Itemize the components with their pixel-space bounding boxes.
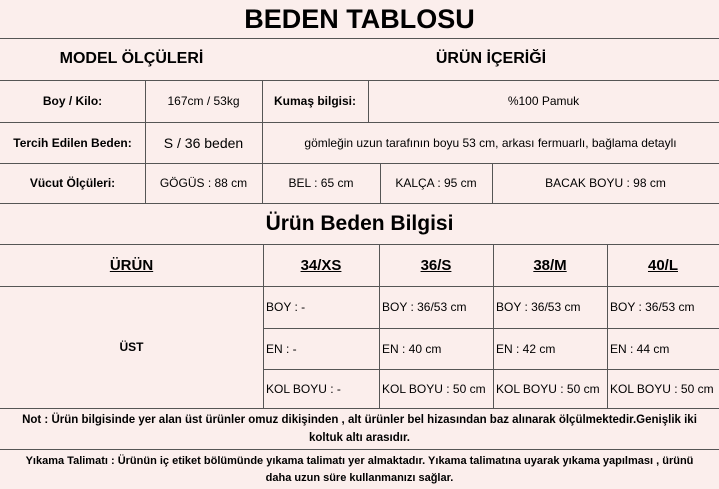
- table-cell: BOY : 36/53 cm: [610, 300, 695, 314]
- waist-measurement: BEL : 65 cm: [288, 176, 354, 190]
- table-cell: KOL BOYU : -: [266, 381, 341, 396]
- measurement-note-line2: koltuk altı arasıdır.: [309, 432, 410, 444]
- hip-measurement: KALÇA : 95 cm: [395, 176, 477, 190]
- washing-note-line1: Yıkama Talimatı : Ürünün iç etiket bölümünde yıkama talimatı yer almaktadır. Yıkama talimatına uyarak yıkama yapılması , ürünü: [25, 455, 694, 467]
- table-cell: BOY : 36/53 cm: [382, 300, 467, 314]
- preferred-size-label: Tercih Edilen Beden:: [13, 135, 132, 150]
- header-size-40l: 40/L: [647, 256, 678, 274]
- table-cell: BOY : 36/53 cm: [496, 300, 581, 314]
- leg-measurement: BACAK BOYU : 98 cm: [545, 176, 666, 190]
- product-name: ÜST: [119, 340, 144, 354]
- model-section-title: MODEL ÖLÇÜLERİ: [59, 50, 204, 67]
- size-info-title: Ürün Beden Bilgisi: [265, 211, 454, 235]
- washing-note-line2: daha uzun süre kullanmanızı sağlar.: [265, 472, 454, 484]
- table-cell: KOL BOYU : 50 cm: [496, 381, 600, 396]
- header-size-36s: 36/S: [420, 256, 452, 274]
- table-cell: EN : 40 cm: [382, 341, 442, 356]
- body-measurements-label: Vücut Ölçüleri:: [29, 176, 116, 190]
- table-cell: EN : -: [266, 341, 297, 356]
- header-size-34xs: 34/XS: [300, 256, 342, 274]
- fabric-value: %100 Pamuk: [507, 94, 580, 108]
- page-title: BEDEN TABLOSU: [244, 4, 475, 34]
- table-cell: EN : 42 cm: [496, 341, 556, 356]
- header-product: ÜRÜN: [109, 256, 154, 274]
- fabric-label: Kumaş bilgisi:: [273, 94, 356, 108]
- header-size-38m: 38/M: [533, 256, 567, 274]
- table-cell: BOY : -: [266, 300, 306, 314]
- table-cell: KOL BOYU : 50 cm: [610, 381, 714, 396]
- preferred-size-value: S / 36 beden: [163, 134, 244, 151]
- product-description: gömleğin uzun tarafının boyu 53 cm, arkası fermuarlı, bağlama detaylı: [304, 135, 677, 150]
- measurement-note-line1: Not : Ürün bilgisinde yer alan üst ürünler omuz dikişinden , alt ürünler bel hizasından baz alınarak ölçülmektedir.Genişlik iki: [22, 414, 697, 426]
- table-cell: KOL BOYU : 50 cm: [382, 381, 486, 396]
- divider: [0, 449, 719, 450]
- chest-measurement: GÖGÜS : 88 cm: [159, 176, 248, 190]
- height-weight-label: Boy / Kilo:: [42, 94, 103, 108]
- table-cell: EN : 44 cm: [610, 341, 670, 356]
- divider: [0, 408, 719, 409]
- height-weight-value: 167cm / 53kg: [167, 94, 240, 108]
- product-content-title: ÜRÜN İÇERİĞİ: [435, 50, 547, 67]
